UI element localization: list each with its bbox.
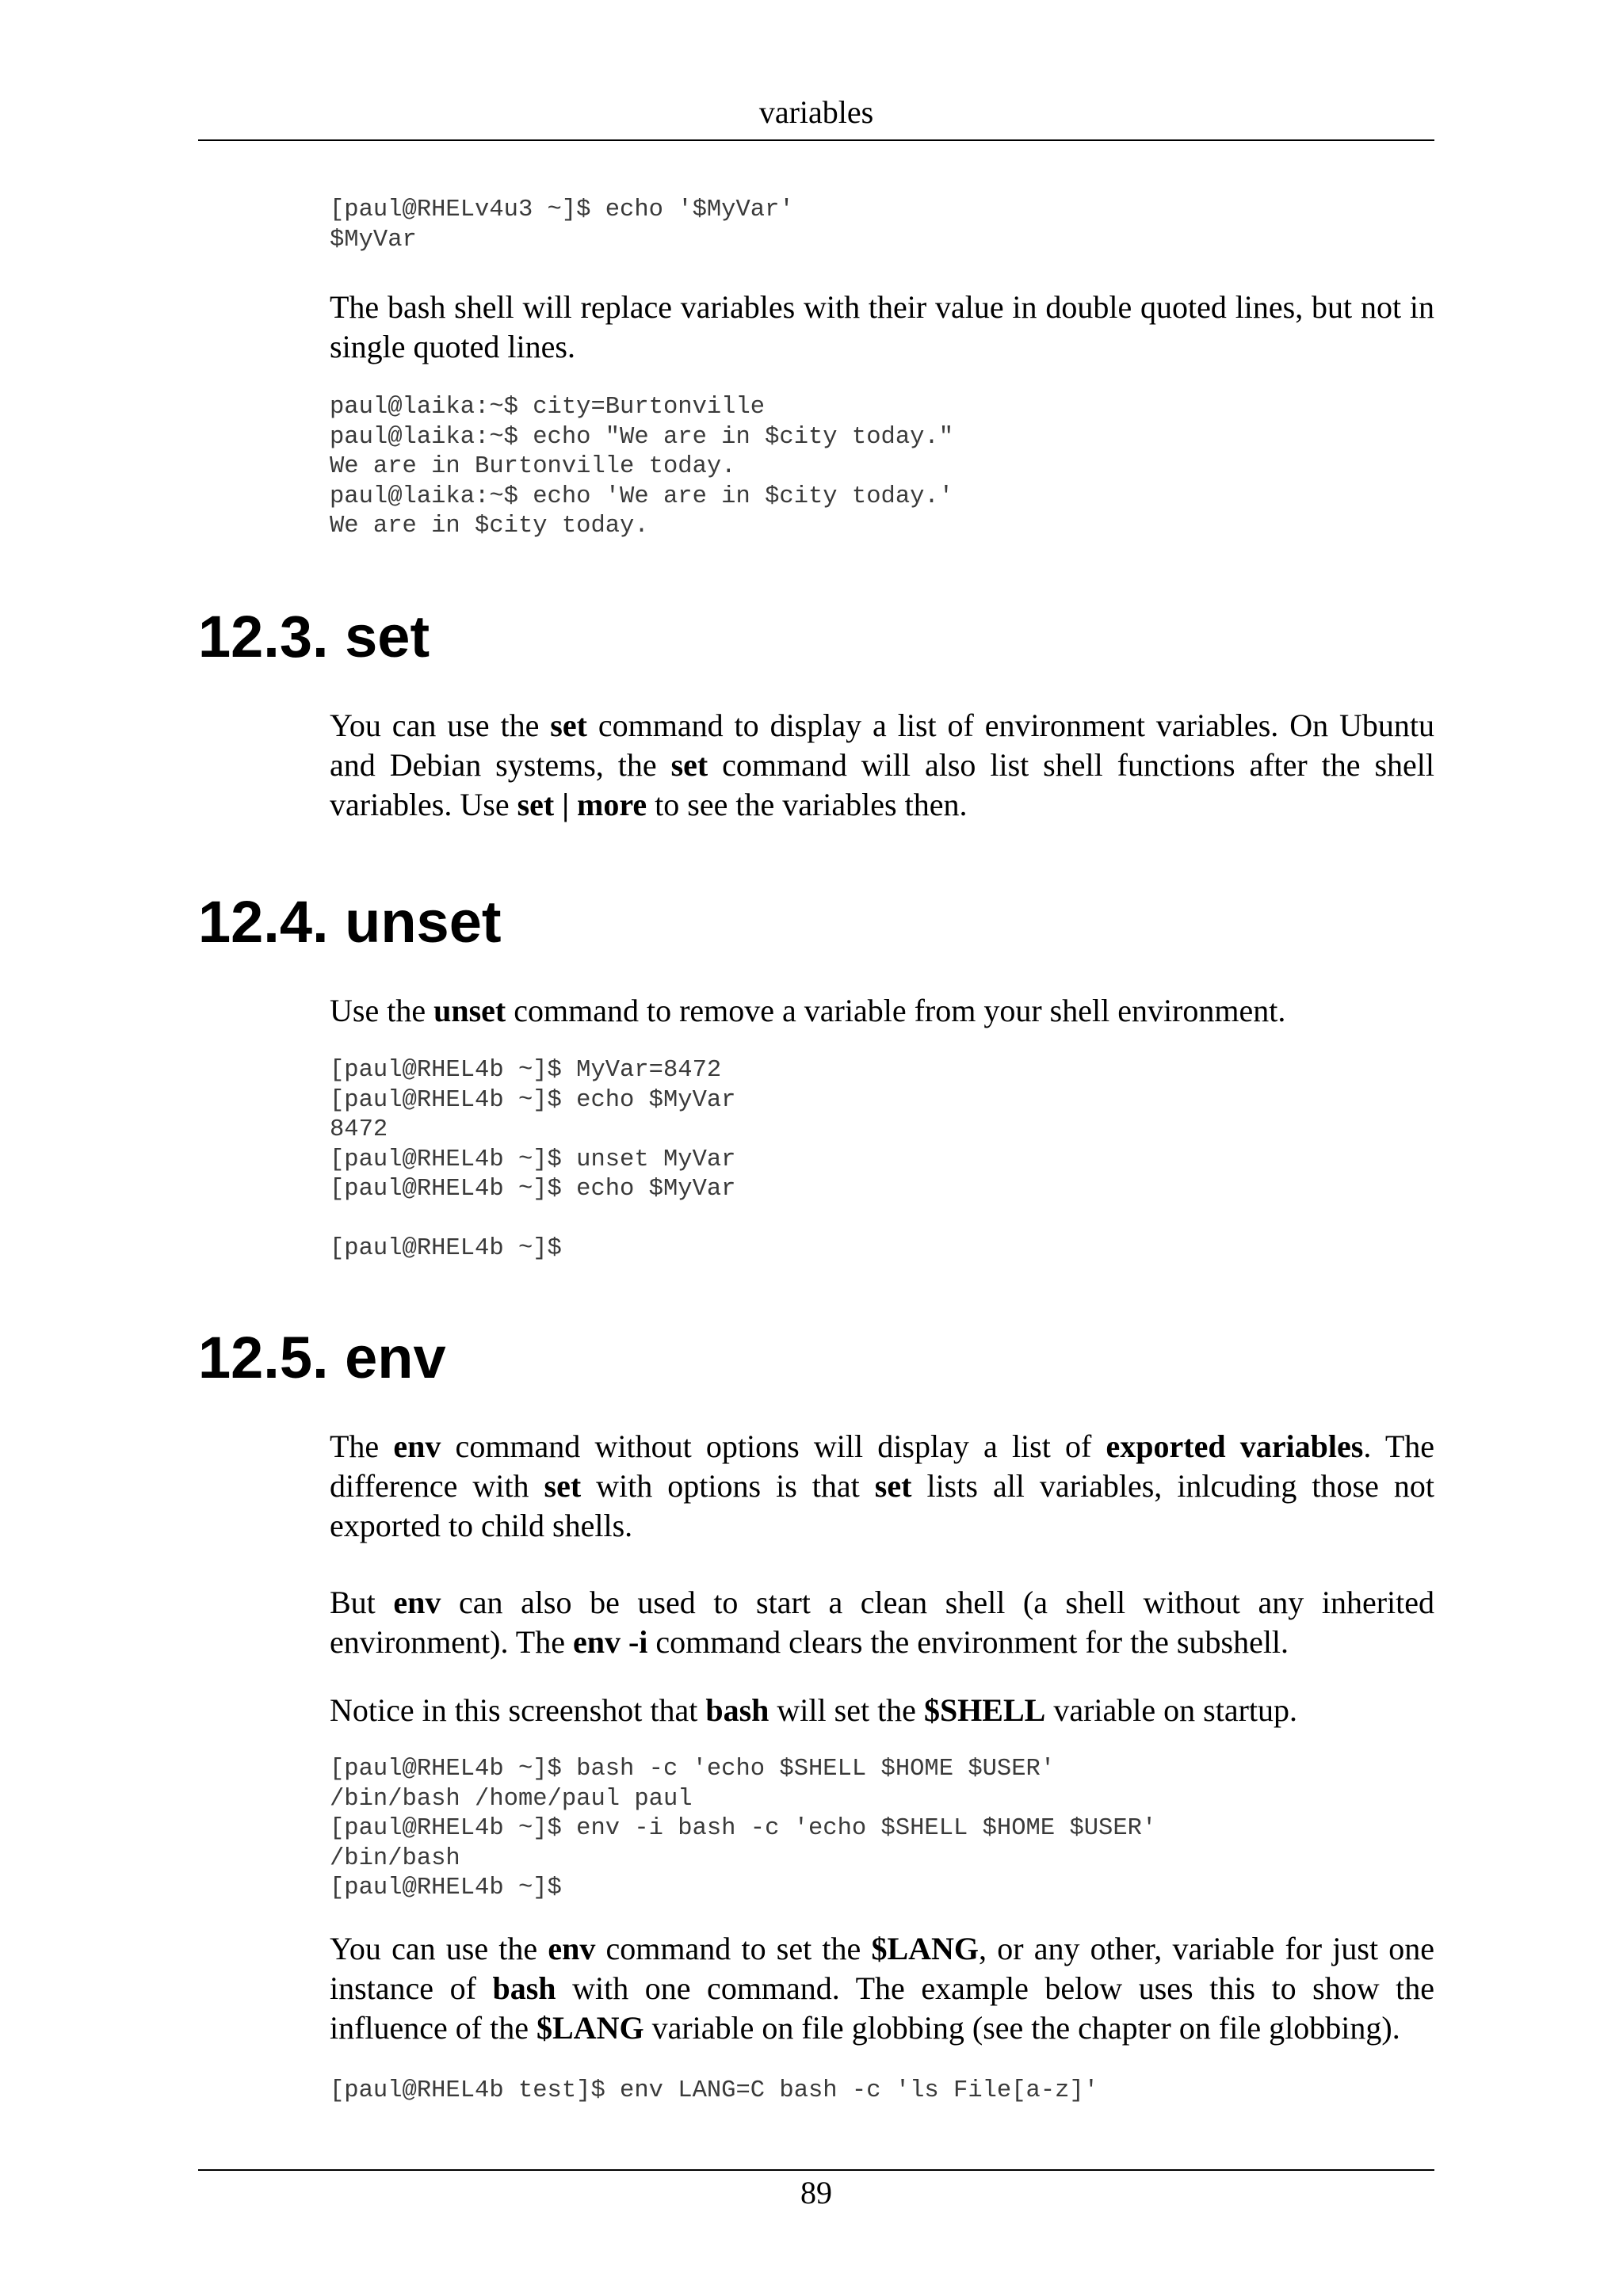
inline-command: bash bbox=[492, 1970, 556, 2006]
code-line: We are in $city today. bbox=[330, 513, 649, 540]
code-line: [paul@RHEL4b ~]$ echo $MyVar bbox=[330, 1176, 736, 1203]
code-line: [paul@RHEL4b ~]$ MyVar=8472 bbox=[330, 1057, 722, 1084]
code-line: [paul@RHEL4b ~]$ bash -c 'echo $SHELL $HOME $USER' bbox=[330, 1756, 1056, 1783]
section-heading-env: 12.5. env bbox=[198, 1325, 446, 1390]
code-line: [paul@RHEL4b ~]$ bbox=[330, 1235, 562, 1262]
code-line: paul@laika:~$ city=Burtonville bbox=[330, 394, 766, 421]
inline-variable: $LANG bbox=[537, 2010, 644, 2046]
code-line: [paul@RHEL4b ~]$ env -i bash -c 'echo $SHELL $HOME $USER' bbox=[330, 1815, 1157, 1842]
paragraph-env-lang: You can use the env command to set the $LANG, or any other, variable for just one instance of bash with one command. The example below uses this to show the influence of the $LANG variable on file globbing (see the chapter on file globbing). bbox=[330, 1931, 1435, 2046]
inline-command: env bbox=[393, 1428, 441, 1464]
paragraph-unset: Use the unset command to remove a variable from your shell environment. bbox=[330, 993, 1286, 1028]
paragraph-quotes: The bash shell will replace variables with their value in double quoted lines, but not in single quoted lines. bbox=[330, 289, 1434, 364]
code-line: $MyVar bbox=[330, 226, 417, 254]
running-header: variables bbox=[758, 94, 874, 130]
code-line: /bin/bash bbox=[330, 1844, 460, 1872]
code-line: [paul@RHEL4b test]$ env LANG=C bash -c 'ls File[a-z]' bbox=[330, 2077, 1099, 2104]
inline-command: set bbox=[874, 1468, 912, 1504]
paragraph-env-clean-shell: But env can also be used to start a clean shell (a shell without any inherited environment). The env -i command clears the environment for the subshell. bbox=[330, 1585, 1434, 1660]
header-rule bbox=[198, 139, 1434, 141]
code-block-env bbox=[330, 1755, 1156, 1904]
code-line: 8472 bbox=[330, 1116, 388, 1143]
code-line: paul@laika:~$ echo "We are in $city today." bbox=[330, 423, 954, 451]
section-heading-unset: 12.4. unset bbox=[198, 889, 502, 955]
code-line: /bin/bash /home/paul paul bbox=[330, 1785, 693, 1813]
code-line: [paul@RHEL4b ~]$ echo $MyVar bbox=[330, 1086, 736, 1114]
code-block-city bbox=[330, 393, 953, 542]
code-block-env-lang bbox=[330, 2077, 1098, 2107]
code-line: We are in Burtonville today. bbox=[330, 453, 736, 480]
paragraph-env-exported: The env command without options will display a list of exported variables. The difference with set with options is that set lists all variables, inlcuding those not exported to child shells. bbox=[330, 1428, 1435, 1543]
code-block-myvar-single bbox=[330, 196, 794, 255]
inline-command: env bbox=[548, 1931, 596, 1966]
inline-command: set bbox=[544, 1468, 582, 1504]
inline-command: set | more bbox=[517, 787, 647, 822]
paragraph-set: You can use the set command to display a list of environment variables. On Ubuntu and Debian systems, the set command will also list shell functions after the shell variables. Use set | more to see the variables then. bbox=[330, 707, 1435, 822]
code-block-unset bbox=[330, 1056, 735, 1264]
code-line: [paul@RHEL4b ~]$ unset MyVar bbox=[330, 1146, 736, 1173]
inline-term: exported variables bbox=[1106, 1428, 1364, 1464]
inline-command: bash bbox=[705, 1692, 769, 1728]
code-line bbox=[330, 1205, 735, 1235]
page-number: 89 bbox=[800, 2175, 832, 2210]
inline-command: set bbox=[550, 707, 587, 743]
footer-rule bbox=[198, 2169, 1434, 2171]
code-line: [paul@RHELv4u3 ~]$ echo '$MyVar' bbox=[330, 196, 794, 223]
inline-command: env -i bbox=[572, 1624, 648, 1660]
inline-variable: $LANG bbox=[871, 1931, 980, 1966]
inline-command: unset bbox=[433, 993, 506, 1028]
inline-variable: $SHELL bbox=[923, 1692, 1046, 1728]
inline-command: set bbox=[670, 747, 708, 783]
inline-command: env bbox=[393, 1585, 441, 1620]
code-line: paul@laika:~$ echo 'We are in $city today.' bbox=[330, 482, 954, 510]
section-heading-set: 12.3. set bbox=[198, 604, 430, 669]
code-line: [paul@RHEL4b ~]$ bbox=[330, 1875, 562, 1901]
paragraph-env-screenshot: Notice in this screenshot that bash will set the $SHELL variable on startup. bbox=[330, 1692, 1298, 1728]
